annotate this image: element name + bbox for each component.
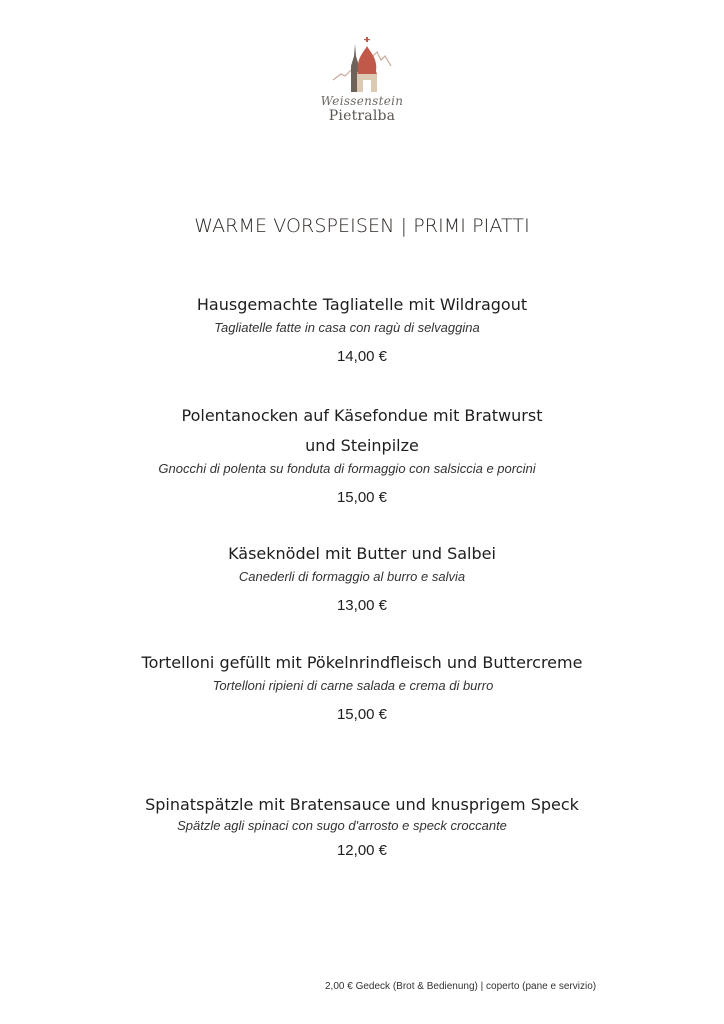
restaurant-logo: [312, 36, 412, 132]
dish-price: 12,00 €: [336, 842, 388, 859]
church-tower-icon: [331, 36, 393, 94]
section-title: WARME VORSPEISEN | PRIMI PIATTI: [194, 215, 530, 237]
menu-item: [0, 543, 724, 615]
dish-name-de: Hausgemachte Tagliatelle mit Wildragout: [196, 295, 528, 314]
menu-item: [0, 405, 724, 507]
dish-name-it: Tagliatelle fatte in casa con ragù di selvaggina: [214, 320, 480, 335]
dish-price: 15,00 €: [336, 489, 388, 506]
dish-name-de: Tortelloni gefüllt mit Pökelnrindfleisch und Buttercreme: [141, 653, 583, 672]
menu-item: [0, 294, 724, 366]
dish-name-it: Spätzle agli spinaci con sugo d'arrosto e speck croccante: [177, 818, 507, 833]
dish-price: 13,00 €: [336, 597, 388, 614]
dish-name-it: Tortelloni ripieni di carne salada e crema di burro: [212, 678, 494, 693]
dish-name-it: Gnocchi di polenta su fonduta di formaggio con salsiccia e porcini: [158, 461, 536, 476]
logo-script-text: Weissenstein: [320, 94, 404, 108]
dish-price: 15,00 €: [336, 706, 388, 723]
dish-price: 14,00 €: [336, 348, 388, 365]
logo-name-text: Pietralba: [328, 108, 396, 124]
dish-name-de-line2: und Steinpilze: [305, 436, 419, 455]
dish-name-it: Canederli di formaggio al burro e salvia: [238, 569, 466, 584]
menu-item: [0, 794, 724, 860]
dish-name-de: Polentanocken auf Käsefondue mit Bratwurst: [181, 406, 543, 425]
cover-charge-note: 2,00 € Gedeck (Brot & Bedienung) | coperto (pane e servizio): [325, 981, 597, 992]
dish-name-de: Käseknödel mit Butter und Salbei: [228, 544, 496, 563]
dish-name-de: Spinatspätzle mit Bratensauce und knusprigem Speck: [145, 795, 579, 814]
menu-item: [0, 652, 724, 724]
